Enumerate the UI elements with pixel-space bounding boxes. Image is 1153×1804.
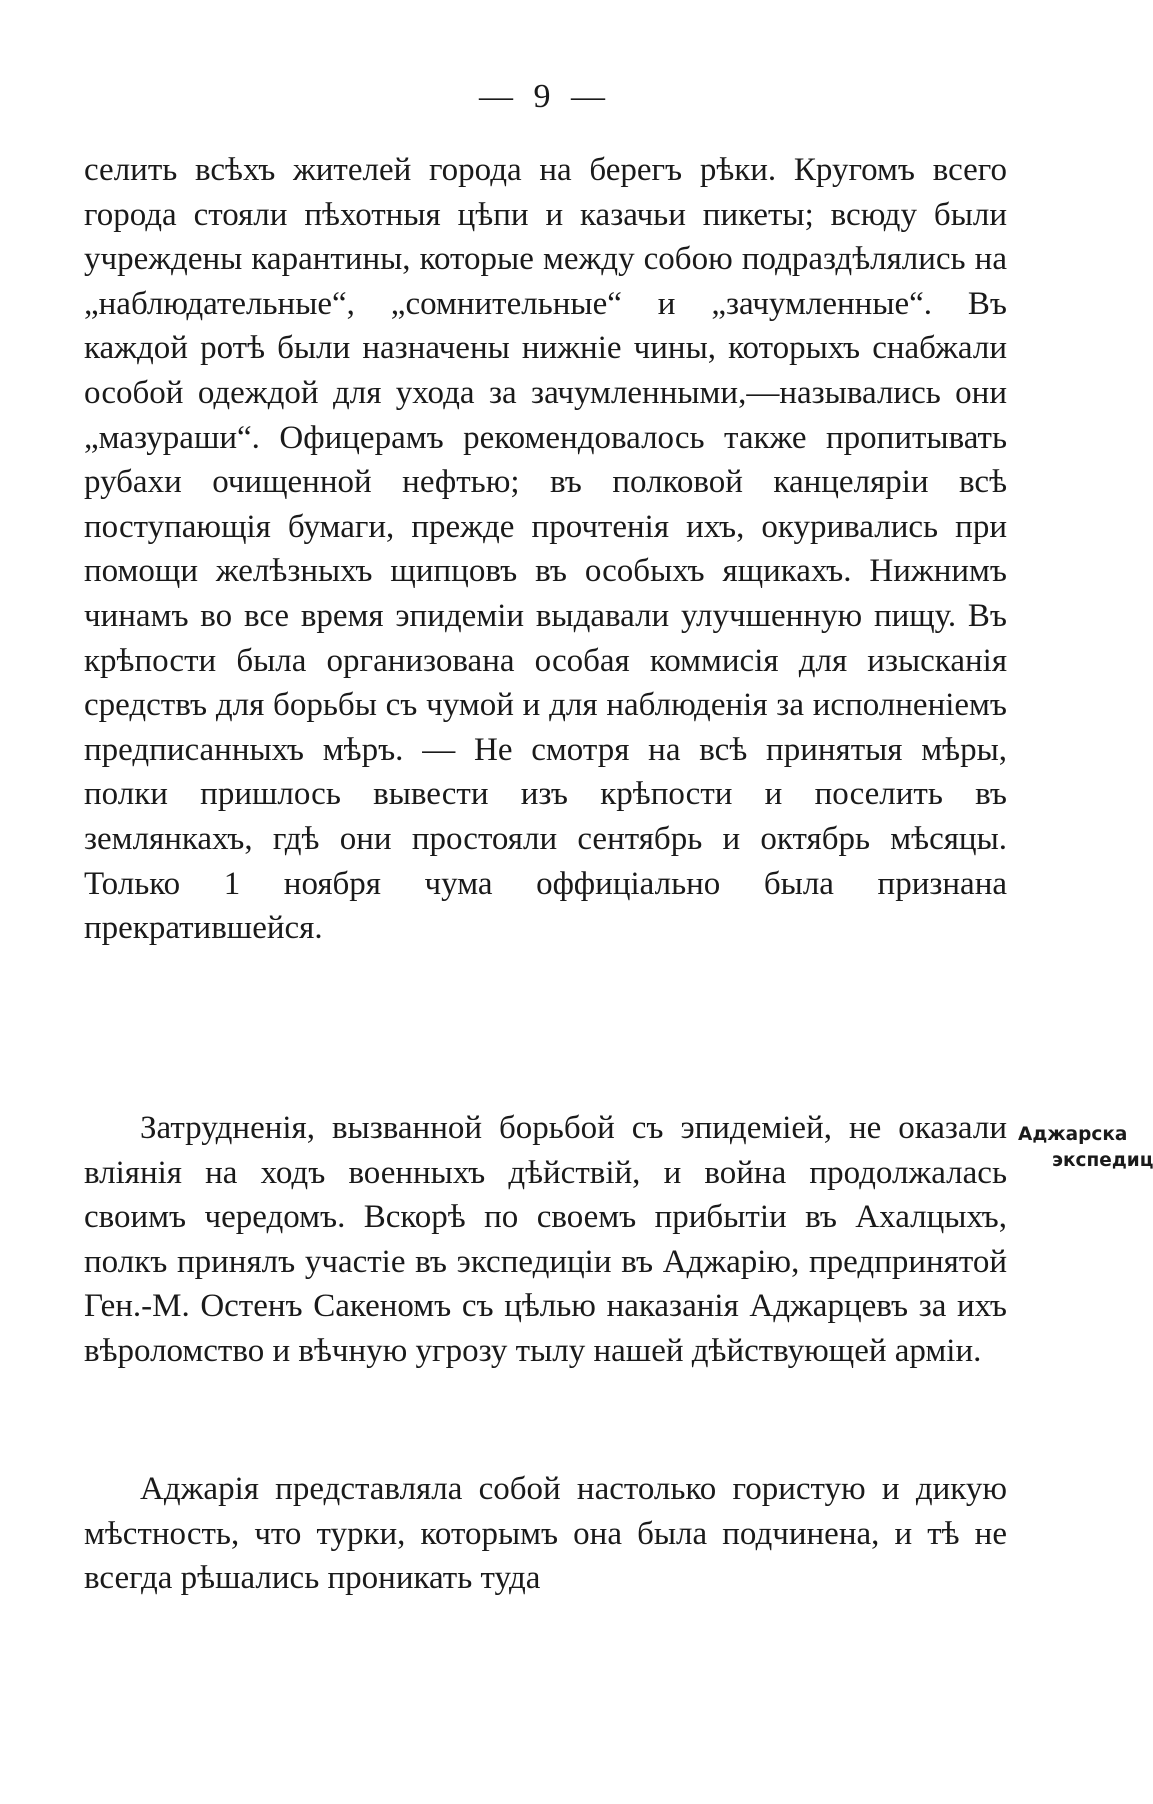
body-paragraph-2: Затрудненія, вызванной борьбой съ эпидеміей, не оказали вліянія на ходъ военныхъ дѣйствій, и война продолжалась своимъ чередомъ. Вскорѣ по своемъ прибытіи въ Ахалцыхъ, полкъ принялъ участіе въ экспедиціи въ Аджарію, предпринятой Ген.-М. Остенъ Сакеномъ съ цѣлью наказанія Аджарцевъ за ихъ вѣроломство и вѣчную угрозу тылу нашей дѣйствующей арміи. <box>84 1110 1007 1369</box>
margin-note <box>1018 1122 1153 1174</box>
margin-note-line-2: экспедиц <box>1052 1150 1153 1171</box>
body-paragraph-3: Аджарія представляла собой настолько гористую и дикую мѣстность, что турки, которымъ она была подчинена, и тѣ не всегда рѣшались проникать туда <box>84 1471 1007 1597</box>
page-number: — 9 — <box>479 78 611 115</box>
body-paragraph-1: селить всѣхъ жителей города на берегъ рѣки. Кругомъ всего города стояли пѣхотныя цѣпи и казачьи пикеты; всюду были учреждены карантины, которые между собою подраздѣлялись на „наблюдательные“, „сомнительные“ и „зачумленные“. Въ каждой ротѣ были назначены нижніе чины, которыхъ снабжали особой одеждой для ухода за зачумленными,—назывались они „мазураши“. Офицерамъ рекомендовалось также пропитывать рубахи очищенной нефтью; въ полковой канцеляріи всѣ поступающія бумаги, прежде прочтенія ихъ, окуривались при помощи желѣзныхъ щипцовъ въ особыхъ ящикахъ. Нижнимъ чинамъ во все время эпидеміи выдавали улучшенную пищу. Въ крѣпости была организована особая коммисія для изысканія средствъ для борьбы съ чумой и для наблюденія за исполненіемъ предписанныхъ мѣръ. — Не смотря на всѣ принятыя мѣры, полки пришлось вывести изъ крѣпости и поселить въ землянкахъ, гдѣ они простояли сентябрь и октябрь мѣсяцы. Только 1 ноября чума оффиціально была признана прекратившейся. <box>84 152 1007 947</box>
margin-note-line-1: Аджарска <box>1018 1124 1128 1145</box>
